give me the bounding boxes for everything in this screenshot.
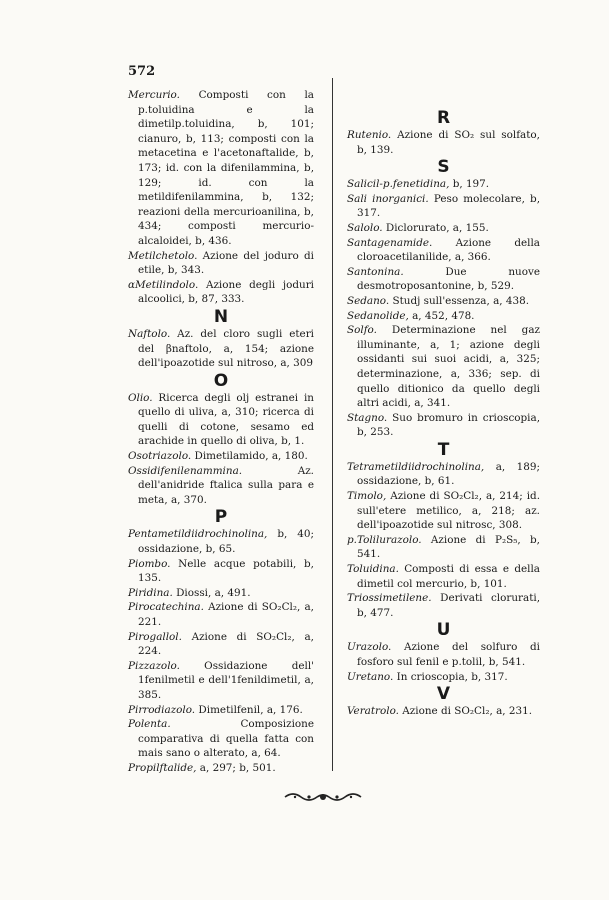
entry-text: Dimetilfenil, a, 176. <box>195 703 303 716</box>
entry-term: Triossimetilene. <box>347 592 432 605</box>
entry-text: Peso molecolare, b, 317. <box>357 192 541 220</box>
entry-text: Ossidazione dell' 1fenilmetil e dell'1fenildimetil, a, 385. <box>138 659 314 701</box>
entry-term: Santagenamide. <box>347 236 433 249</box>
entry-term: Salicil-p.fenetidina, <box>347 178 450 191</box>
index-entry <box>347 221 540 236</box>
entry-text: Azione di P₂S₅, b, 541. <box>357 533 540 561</box>
index-entry <box>128 249 314 278</box>
entry-term: Veratrolo. <box>347 705 399 718</box>
index-entry <box>347 294 540 309</box>
index-entry <box>128 464 314 508</box>
entry-text: Azione di SO₂ sul solfato, b, 139. <box>357 129 540 156</box>
ornament-icon <box>283 790 363 804</box>
entry-text: Composti con la p.toluidina e la dimetilp.toluidina, b, 101; cianuro, b, 113; composti con la metacetina e l'acetonaftalide, b, 173; id. con la difenilammina, b, 129; id. con la metildifenilammina, b, 132; reazioni della mercurioanilina, b, 434; composti mercurio-alcaloidei, b, 436. <box>138 89 314 247</box>
entry-term: Mercurio. <box>128 89 180 101</box>
entry-term: Pizzazolo. <box>128 659 180 672</box>
entry-text: Azione di SO₂Cl₂, a, 224. <box>138 630 314 658</box>
entry-text: Azione di SO₂Cl₂, a, 214; id. sull'etere metilico, a, 218; az. dell'ipoazotide sul nitrosc, 308. <box>357 490 540 532</box>
entry-term: Polenta. <box>128 718 171 731</box>
index-entry <box>128 600 314 629</box>
entry-text: Azione del joduro di etile, b, 343. <box>138 249 314 277</box>
section-letter: V <box>436 684 451 705</box>
entry-term: Rutenio. <box>347 129 392 141</box>
index-entry <box>128 630 314 659</box>
entry-text: Derivati clorurati, b, 477. <box>357 592 540 619</box>
index-entry <box>347 177 540 192</box>
entry-term: Ossidifenilenammina. <box>128 464 243 477</box>
index-entry <box>347 489 540 533</box>
entry-text: Az. del cloro sugli eteri del βnaftolo, a, 154; azione dell'ipoazotide sul nitroso, a, 309 <box>138 327 314 370</box>
section-letter: S <box>437 157 450 178</box>
index-entry <box>347 309 540 324</box>
index-entry <box>128 586 314 601</box>
index-entry <box>128 659 314 703</box>
entry-text: Suo bromuro in crioscopia, b, 253. <box>357 411 540 439</box>
entry-term: Santonina. <box>347 265 404 278</box>
section-letter: O <box>213 370 229 391</box>
left-column <box>128 88 314 776</box>
entry-text: Azione del solfuro di fosforo sul fenil e p.tolil, b, 541. <box>357 641 540 668</box>
index-entry <box>347 128 540 157</box>
entry-term: Uretano. <box>347 670 394 683</box>
entry-text: a, 452, 478. <box>408 309 475 322</box>
entry-text: Due nuove desmotroposantonine, b, 529. <box>357 265 540 293</box>
entry-text: Nelle acque potabili, b, 135. <box>138 557 314 585</box>
index-entry <box>347 192 540 221</box>
entry-text: Dimetilamido, a, 180. <box>191 450 308 463</box>
entry-term: Solfo. <box>347 324 377 337</box>
entry-term: Propilftalide, <box>128 761 197 774</box>
index-entry <box>347 411 540 440</box>
entry-term: Olio. <box>128 391 153 404</box>
entry-text: Determinazione nel gaz illuminante, a, 1; azione degli ossidanti sui suoi acidi, a, 325; determinazione, a, 336; sep. di quello ditionico da quello degli altri acidi, a, 341. <box>357 324 540 410</box>
index-entry <box>347 704 540 719</box>
index-entry <box>347 670 540 685</box>
entry-text: In crioscopia, b, 317. <box>393 670 508 683</box>
section-letter: R <box>436 108 451 128</box>
entry-term: Piombo. <box>128 557 171 570</box>
entry-term: Sedanolide, <box>347 309 409 322</box>
page-number: 572 <box>128 64 156 79</box>
entry-text: b, 40; ossidazione, b, 65. <box>138 528 314 556</box>
entry-text: Diclorurato, a, 155. <box>382 221 489 234</box>
entry-term: Osotriazolo. <box>128 450 192 463</box>
entry-text: b, 197. <box>449 178 490 191</box>
entry-term: Metilchetolo. <box>128 249 198 262</box>
section-letter: T <box>437 439 450 460</box>
index-entry <box>347 265 540 294</box>
index-entry <box>347 591 540 620</box>
column-divider <box>332 78 333 771</box>
index-entry <box>128 88 314 249</box>
entry-term: Salolo. <box>347 221 383 234</box>
index-entry <box>347 640 540 669</box>
section-letter: P <box>214 507 228 528</box>
entry-term: Urazolo. <box>347 641 392 654</box>
index-entry <box>347 562 540 591</box>
entry-term: Pirocatechina. <box>128 601 204 614</box>
entry-text: a, 189; ossidazione, b, 61. <box>357 460 540 488</box>
entry-term: Sali inorganici. <box>347 192 429 205</box>
index-entry <box>347 323 540 411</box>
entry-term: p.Tolilurazolo. <box>347 533 422 546</box>
section-letter: U <box>436 620 451 641</box>
entry-text: Azione di SO₂Cl₂, a, 231. <box>398 705 533 718</box>
index-entry <box>128 717 314 761</box>
entry-term: Sedano. <box>347 294 390 307</box>
entry-text: Azione di SO₂Cl₂, a, 221. <box>138 601 314 628</box>
entry-text: Ricerca degli olj estranei in quello di uliva, a, 310; ricerca di quelli di cotone, sesamo ed arachide in quello di oliva, b, 1. <box>138 391 314 448</box>
entry-text: Az. dell'anidride ftalica sulla para e meta, a, 370. <box>138 464 314 506</box>
entry-text: Diossi, a, 491. <box>172 586 251 599</box>
entry-term: Stagno. <box>347 411 388 424</box>
index-entry <box>347 460 540 489</box>
index-entry <box>128 449 314 464</box>
entry-term: αMetilindolo. <box>128 278 199 291</box>
index-entry <box>347 533 540 562</box>
entry-text: Azione degli joduri alcoolici, b, 87, 333. <box>138 278 314 306</box>
entry-term: Pirrodiazolo. <box>128 703 196 716</box>
entry-term: Timolo, <box>347 490 387 503</box>
entry-term: Tetrametildiidrochinolina, <box>347 460 485 473</box>
index-entry <box>128 278 314 307</box>
entry-term: Naftolo. <box>128 327 171 340</box>
entry-text: Azione della cloroacetilanilide, a, 366. <box>357 236 540 264</box>
entry-term: Piridina. <box>128 586 173 599</box>
index-entry <box>128 391 314 449</box>
index-entry <box>347 236 540 265</box>
index-entry <box>128 527 314 556</box>
entry-term: Pirogallol. <box>128 630 182 643</box>
section-letter: N <box>213 306 229 327</box>
entry-text: Composti di essa e della dimetil col mercurio, b, 101. <box>357 563 540 590</box>
entry-term: Pentametildiidrochinolina, <box>128 528 268 541</box>
entry-term: Toluidina. <box>347 563 399 576</box>
index-entry <box>128 703 314 718</box>
entry-text: Studj sull'essenza, a, 438. <box>389 294 530 307</box>
index-entry <box>128 327 314 371</box>
entry-text: a, 297; b, 501. <box>196 761 276 774</box>
index-entry <box>128 557 314 586</box>
right-column <box>347 108 540 719</box>
entry-text: Composizione comparativa di quella fatta con mais sano o alterato, a, 64. <box>138 718 314 760</box>
index-entry <box>128 761 314 776</box>
